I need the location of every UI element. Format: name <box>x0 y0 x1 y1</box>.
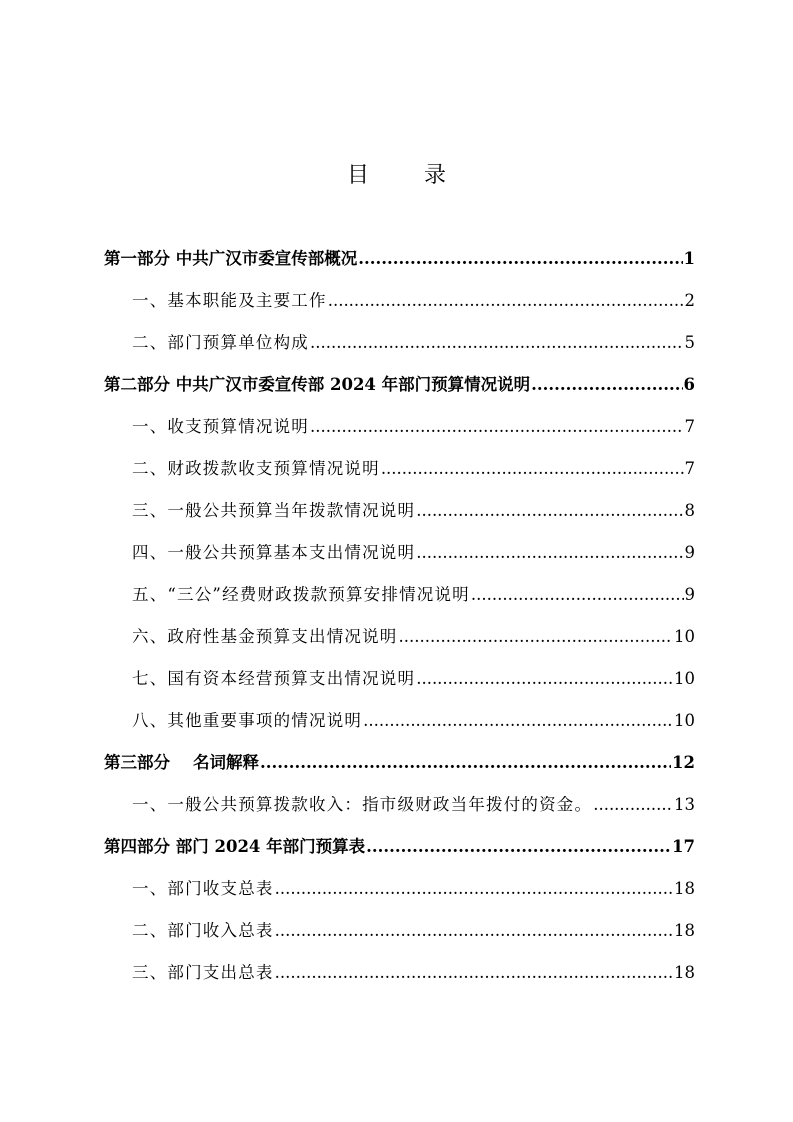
toc-entry-text: 一、基本职能及主要工作 <box>132 291 327 310</box>
toc-entry-part-3[interactable] <box>104 747 695 789</box>
toc-entry-text: 七、国有资本经营预算支出情况说明 <box>132 669 416 688</box>
toc-entry[interactable] <box>104 663 695 705</box>
toc-page-number: 10 <box>674 669 695 688</box>
toc-page-number: 9 <box>684 543 695 562</box>
toc-dot-leader <box>366 831 671 863</box>
toc-page-number: 9 <box>684 585 695 604</box>
toc-dot-leader <box>275 873 673 905</box>
toc-dot-leader <box>531 369 682 401</box>
toc-entry[interactable] <box>104 789 695 831</box>
toc-dot-leader <box>593 789 673 821</box>
toc-dot-leader <box>275 915 673 947</box>
toc-dot-leader <box>275 957 673 989</box>
toc-entry-text: 第二部分 中共广汉市委宣传部 2024 年部门预算情况说明 <box>104 375 531 394</box>
toc-page-number: 18 <box>674 963 695 982</box>
toc-entry[interactable] <box>104 495 695 537</box>
toc-dot-leader <box>416 495 683 527</box>
toc-entry[interactable] <box>104 873 695 915</box>
toc-entry[interactable] <box>104 915 695 957</box>
toc-dot-leader <box>310 411 684 443</box>
toc-dot-leader <box>471 579 684 611</box>
toc-entry-text: 六、政府性基金预算支出情况说明 <box>132 627 398 646</box>
toc-entry-text: 第四部分 部门 2024 年部门预算表 <box>104 837 366 856</box>
toc-dot-leader <box>328 285 684 317</box>
toc-entry[interactable] <box>104 327 695 369</box>
toc-dot-leader <box>358 243 682 275</box>
toc-page-number: 5 <box>684 333 695 352</box>
toc-dot-leader <box>381 453 684 485</box>
toc-entry[interactable] <box>104 537 695 579</box>
toc-entry-text: 四、一般公共预算基本支出情况说明 <box>132 543 416 562</box>
toc-page-number: 6 <box>683 375 695 394</box>
toc-page-number: 13 <box>674 795 695 814</box>
toc-page-number: 18 <box>674 921 695 940</box>
toc-dot-leader <box>310 327 684 359</box>
toc-entry-text: 三、一般公共预算当年拨款情况说明 <box>132 501 416 520</box>
toc-page-number: 1 <box>683 249 695 268</box>
toc-entry[interactable] <box>104 579 695 621</box>
toc-dot-leader <box>416 663 673 695</box>
toc-page-number: 18 <box>674 879 695 898</box>
toc-page-number: 10 <box>674 627 695 646</box>
toc-page-number: 7 <box>684 459 695 478</box>
toc-entry-text: 一、部门收支总表 <box>132 879 274 898</box>
toc-page-number: 8 <box>684 501 695 520</box>
toc-entry[interactable] <box>104 621 695 663</box>
toc-entry-text: 第一部分 中共广汉市委宣传部概况 <box>104 249 358 268</box>
toc-entry[interactable] <box>104 957 695 999</box>
toc-entry-part-1[interactable] <box>104 243 695 285</box>
toc-page-number: 10 <box>674 711 695 730</box>
toc-entry-text: 二、部门收入总表 <box>132 921 274 940</box>
toc-entry-text: 第三部分 名词解释 <box>104 753 259 772</box>
toc-entry[interactable] <box>104 411 695 453</box>
toc-entry[interactable] <box>104 705 695 747</box>
toc-dot-leader <box>399 621 674 653</box>
toc-entry-text: 一、一般公共预算拨款收入：指市级财政当年拨付的资金。 <box>132 795 593 814</box>
toc-page-number: 12 <box>672 753 695 772</box>
toc-entry-part-2[interactable] <box>104 369 695 411</box>
toc-entry-text: 八、其他重要事项的情况说明 <box>132 711 363 730</box>
toc-list <box>104 243 695 999</box>
toc-entry-text: 五、“三公”经费财政拨款预算安排情况说明 <box>132 585 470 604</box>
toc-dot-leader <box>416 537 683 569</box>
toc-page-number: 17 <box>672 837 695 856</box>
toc-entry-part-4[interactable] <box>104 831 695 873</box>
toc-entry-text: 二、财政拨款收支预算情况说明 <box>132 459 380 478</box>
toc-title: 目 录 <box>347 163 470 188</box>
toc-entry[interactable] <box>104 453 695 495</box>
toc-entry-text: 二、部门预算单位构成 <box>132 333 309 352</box>
toc-page-number: 2 <box>684 291 695 310</box>
toc-dot-leader <box>260 747 671 779</box>
toc-entry-text: 一、收支预算情况说明 <box>132 417 309 436</box>
toc-dot-leader <box>363 705 673 737</box>
toc-entry[interactable] <box>104 285 695 327</box>
toc-entry-text: 三、部门支出总表 <box>132 963 274 982</box>
toc-page-number: 7 <box>684 417 695 436</box>
